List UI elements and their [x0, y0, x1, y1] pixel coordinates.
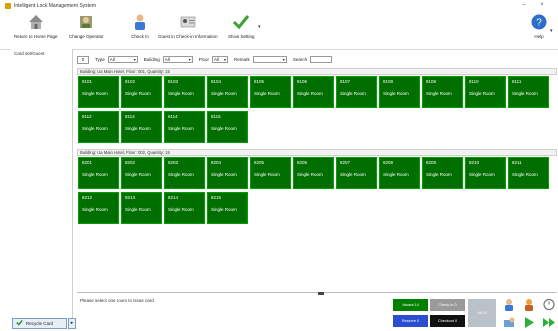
room-number: 8113	[125, 114, 135, 119]
room-tile[interactable]	[78, 192, 119, 224]
room-grid-2	[77, 156, 557, 228]
card-reader-icon[interactable]	[502, 316, 516, 329]
room-type: Single Room	[340, 91, 366, 96]
room-number: 8204	[211, 160, 222, 165]
clock-icon[interactable]	[542, 298, 556, 311]
room-tile[interactable]	[422, 157, 463, 189]
room-type: Single Room	[512, 91, 538, 96]
room-type: Single Room	[297, 91, 323, 96]
room-type: Single Room	[125, 207, 151, 212]
room-tile[interactable]	[250, 157, 291, 189]
building-select[interactable]	[163, 56, 193, 63]
room-type: Single Room	[125, 172, 151, 177]
room-type: Single Room	[383, 172, 409, 177]
filter-bar	[77, 55, 557, 64]
floor-section-1	[77, 68, 557, 147]
room-type: Single Room	[82, 207, 108, 212]
legend-reserved[interactable]: Reserve 0	[393, 315, 428, 327]
room-number: 8106	[297, 79, 308, 84]
room-tile[interactable]	[336, 157, 377, 189]
room-number: 8211	[512, 160, 522, 165]
room-type: Single Room	[211, 126, 237, 131]
room-number: 8202	[125, 160, 136, 165]
room-number: 8214	[168, 195, 179, 200]
room-type: Single Room	[340, 172, 366, 177]
room-number: 8107	[340, 79, 351, 84]
room-number: 8205	[254, 160, 265, 165]
house-icon	[27, 13, 45, 31]
room-type: Single Room	[168, 126, 194, 131]
room-tile[interactable]	[78, 76, 119, 108]
room-type: Single Room	[125, 91, 151, 96]
guest-icon[interactable]	[502, 298, 516, 311]
room-tile[interactable]	[121, 76, 162, 108]
room-type: Single Room	[211, 207, 237, 212]
show-setting-button[interactable]	[228, 13, 255, 39]
room-type: Single Room	[211, 91, 237, 96]
close-button[interactable]: ×	[540, 2, 544, 8]
room-tile[interactable]	[207, 76, 248, 108]
room-number: 8201	[82, 160, 93, 165]
help-button[interactable]	[530, 13, 548, 39]
room-tile[interactable]	[250, 76, 291, 108]
minimize-button[interactable]: –	[522, 2, 526, 8]
room-number: 8105	[254, 79, 265, 84]
room-type: Single Room	[82, 91, 108, 96]
room-tile[interactable]	[465, 76, 506, 108]
toolbar-dropdown-icon[interactable]: ▾	[258, 24, 261, 30]
chevron-down-icon: ▾	[224, 57, 227, 62]
room-number: 8108	[383, 79, 394, 84]
svg-text:?: ?	[536, 17, 542, 29]
recycle-card-button[interactable]	[12, 318, 67, 329]
room-tile[interactable]	[207, 192, 248, 224]
type-value: All	[109, 57, 115, 62]
room-type: Single Room	[383, 91, 409, 96]
legend-vacant[interactable]: Vacant 14	[393, 299, 428, 311]
help-label: Help	[534, 34, 544, 39]
room-tile[interactable]	[78, 157, 119, 189]
room-tile[interactable]	[422, 76, 463, 108]
room-tile[interactable]	[336, 76, 377, 108]
filter-count-badge: 0	[77, 56, 89, 64]
floor-label: Floor	[198, 57, 210, 62]
fast-forward-icon[interactable]	[542, 316, 556, 329]
content-divider	[77, 292, 557, 293]
room-type: Single Room	[426, 172, 452, 177]
type-label: Type	[95, 57, 105, 62]
floor-header-2[interactable]: Building: Ua Main Hotel, Floor: 002, Quantity: 15	[77, 149, 557, 156]
guest-info-label: Guest in Check-in Information	[158, 34, 218, 39]
room-number: 8111	[512, 79, 522, 84]
floor-select[interactable]	[212, 56, 228, 63]
room-tile[interactable]	[121, 192, 162, 224]
room-number: 8101	[82, 79, 93, 84]
home-button[interactable]	[14, 13, 58, 39]
help-icon	[530, 13, 548, 31]
person-icon	[131, 13, 149, 31]
room-number: 8209	[426, 160, 437, 165]
room-type: Single Room	[168, 207, 194, 212]
floor-value: All	[214, 57, 220, 62]
legend-checkin[interactable]: Check-in 0	[430, 299, 465, 311]
room-tile[interactable]	[164, 76, 205, 108]
room-tile[interactable]	[465, 157, 506, 189]
checkmark-icon	[232, 13, 250, 31]
room-tile[interactable]	[379, 76, 420, 108]
room-number: 8210	[469, 160, 480, 165]
toolbar	[0, 12, 558, 49]
room-type: Single Room	[168, 91, 194, 96]
room-type: Single Room	[168, 172, 194, 177]
room-tile[interactable]	[164, 111, 205, 143]
chevron-down-icon: ▾	[133, 57, 136, 62]
floor-header-1[interactable]: Building: Ua Main Hotel, Floor: 001, Quantity: 15	[77, 68, 557, 75]
sidebar	[10, 49, 73, 319]
room-tile[interactable]	[207, 111, 248, 143]
room-number: 8112	[82, 114, 92, 119]
room-type: Single Room	[297, 172, 323, 177]
room-number: 8110	[469, 79, 479, 84]
sidebar-title: Card set/Guest	[14, 51, 45, 56]
room-tile[interactable]	[508, 157, 549, 189]
group-guest-icon[interactable]	[522, 298, 536, 311]
operator-icon	[77, 13, 95, 31]
legend-all[interactable]: All 15	[468, 299, 496, 327]
room-number: 8109	[426, 79, 437, 84]
room-type: Single Room	[469, 91, 495, 96]
show-setting-label: Show Setting	[228, 34, 255, 39]
room-tile[interactable]	[207, 157, 248, 189]
room-type: Single Room	[254, 91, 280, 96]
room-type: Single Room	[426, 91, 452, 96]
room-number: 8203	[168, 160, 179, 165]
room-number: 8104	[211, 79, 222, 84]
chevron-down-icon: ▾	[282, 57, 285, 62]
change-operator-label: Change Operator	[69, 34, 104, 39]
room-type: Single Room	[254, 172, 280, 177]
title-bar	[0, 0, 558, 12]
room-grid-1	[77, 75, 557, 147]
room-number: 8215	[211, 195, 222, 200]
room-tile[interactable]	[121, 157, 162, 189]
help-dropdown-icon[interactable]: ▾	[550, 28, 553, 34]
building-value: All	[164, 57, 170, 62]
recycle-card-dropdown[interactable]: ▸	[68, 318, 76, 329]
check-in-button[interactable]	[131, 13, 149, 39]
room-tile[interactable]	[78, 111, 119, 143]
remark-select[interactable]	[253, 56, 287, 63]
room-type: Single Room	[82, 126, 108, 131]
type-select[interactable]	[108, 56, 138, 63]
status-message: Please select one room to issue card	[80, 298, 154, 303]
room-number: 8115	[211, 114, 221, 119]
room-number: 8114	[168, 114, 178, 119]
change-operator-button[interactable]	[69, 13, 104, 39]
room-tile[interactable]	[379, 157, 420, 189]
recycle-icon	[16, 319, 23, 328]
room-tile[interactable]	[164, 192, 205, 224]
room-type: Single Room	[82, 172, 108, 177]
remark-label: Remark	[234, 57, 250, 62]
home-label: Return to Home Page	[14, 34, 58, 39]
room-type: Single Room	[211, 172, 237, 177]
room-tile[interactable]	[508, 76, 549, 108]
room-number: 8208	[383, 160, 394, 165]
check-in-label: Check In	[131, 34, 149, 39]
legend-checkout[interactable]: Checkout 0	[430, 315, 465, 327]
room-tile[interactable]	[164, 157, 205, 189]
room-number: 8213	[125, 195, 136, 200]
floor-section-2	[77, 149, 557, 228]
toolbar-divider	[0, 49, 558, 50]
window-title: Intelligent Lock Management System	[14, 3, 96, 9]
room-number: 8206	[297, 160, 308, 165]
splitter-handle[interactable]	[318, 292, 324, 295]
room-number: 8102	[125, 79, 136, 84]
recycle-card-label: Recycle Card	[26, 321, 54, 326]
room-number: 8103	[168, 79, 179, 84]
guest-card-icon	[179, 13, 197, 31]
search-label: Search	[292, 57, 308, 62]
room-type: Single Room	[469, 172, 495, 177]
search-input[interactable]	[310, 56, 332, 63]
room-number: 8212	[82, 195, 93, 200]
play-icon[interactable]	[522, 316, 536, 329]
guest-info-button[interactable]	[158, 13, 218, 39]
room-type: Single Room	[125, 126, 151, 131]
building-label: Building	[143, 57, 160, 62]
room-number: 8207	[340, 160, 351, 165]
app-logo-icon	[5, 3, 11, 9]
room-type: Single Room	[512, 172, 538, 177]
room-tile[interactable]	[293, 157, 334, 189]
chevron-down-icon: ▾	[188, 57, 191, 62]
room-tile[interactable]	[293, 76, 334, 108]
room-tile[interactable]	[121, 111, 162, 143]
